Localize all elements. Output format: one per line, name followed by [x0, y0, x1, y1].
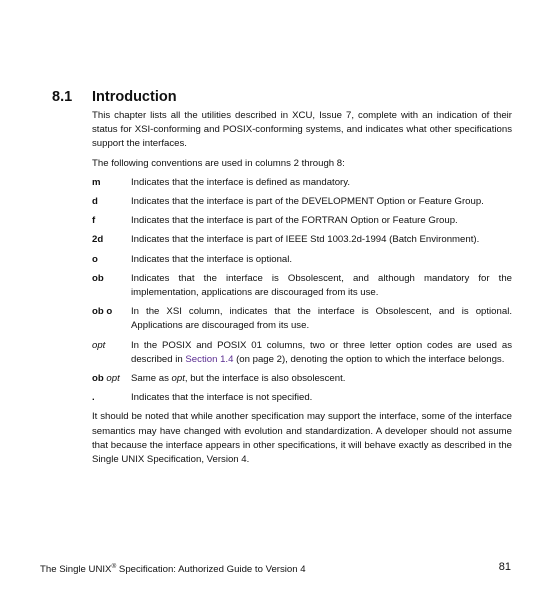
convention-desc: Indicates that the interface is not specified.: [131, 392, 313, 404]
convention-term: m: [92, 176, 101, 188]
convention-d: [92, 195, 512, 209]
convention-desc: [131, 373, 345, 384]
desc-italic: opt: [171, 373, 185, 385]
convention-ob-opt: [92, 372, 512, 386]
footer-text: Specification: Authorized Guide to Version 4: [116, 564, 306, 576]
convention-desc: Indicates that the interface is defined as mandatory.: [131, 176, 351, 188]
desc-text: Same as: [131, 373, 172, 385]
section-number: 8.1: [52, 89, 73, 105]
convention-desc: Indicates that the interface is Obsolescent, and although mandatory for the implementation, applications are discouraged from its use.: [131, 272, 512, 299]
convention-term: f: [92, 215, 96, 227]
convention-desc: In the XSI column, indicates that the interface is Obsolescent, and is optional. Applications are discouraged from its use.: [131, 306, 512, 332]
convention-not-specified: [92, 391, 512, 405]
convention-term: ob o: [92, 306, 113, 318]
convention-o: [92, 253, 512, 267]
desc-text: , but the interface is also obsolescent.: [184, 373, 346, 385]
convention-term: o: [92, 253, 98, 265]
term-bold: ob: [92, 373, 104, 385]
convention-ob-o: [92, 305, 512, 333]
desc-text: (on page 2), denoting the option to which the interface belongs.: [233, 353, 505, 365]
convention-desc: Indicates that the interface is part of the DEVELOPMENT Option or Feature Group.: [131, 196, 484, 208]
term-italic: opt: [106, 373, 120, 385]
section-title: Introduction: [92, 89, 177, 105]
closing-paragraph: It should be noted that while another specification may support the interface, some of the interface semantics may have changed with evolution and standardization. A developer should not assume that because the interface appears in other specifications, it will behave exactly as described in the Single UNIX Specification, Version 4.: [92, 411, 512, 466]
convention-term: 2d: [92, 234, 104, 246]
convention-term: .: [92, 392, 95, 404]
convention-2d: [92, 233, 512, 247]
convention-m: [92, 176, 512, 190]
footer-text: The Single UNIX: [40, 564, 112, 576]
convention-term: d: [92, 196, 98, 208]
convention-opt: [92, 339, 512, 367]
desc-text: In the POSIX and POSIX 01 columns, two or three letter option codes are used as described in: [131, 339, 512, 365]
section-link[interactable]: Section 1.4: [185, 353, 234, 365]
section-body: [92, 109, 512, 472]
conventions-intro: The following conventions are used in columns 2 through 8:: [92, 157, 345, 169]
convention-desc: Indicates that the interface is part of IEEE Std 1003.2d-1994 (Batch Environment).: [131, 234, 480, 246]
convention-desc: Indicates that the interface is optional.: [131, 253, 293, 265]
convention-term: ob: [92, 272, 104, 284]
registered-mark: ®: [111, 563, 117, 570]
convention-desc: Indicates that the interface is part of the FORTRAN Option or Feature Group.: [131, 215, 458, 227]
intro-paragraph: This chapter lists all the utilities described in XCU, Issue 7, complete with an indication of their status for XSI-conforming and POSIX-conforming systems, and indicates what other specifications support the interfaces.: [92, 110, 512, 150]
convention-f: [92, 214, 512, 228]
page-number: 81: [498, 561, 511, 573]
convention-term: opt: [92, 339, 106, 351]
convention-term: [92, 372, 120, 386]
footer-title: [40, 563, 306, 575]
convention-ob: [92, 272, 512, 300]
section-heading: [52, 89, 177, 105]
convention-desc: [131, 340, 512, 365]
